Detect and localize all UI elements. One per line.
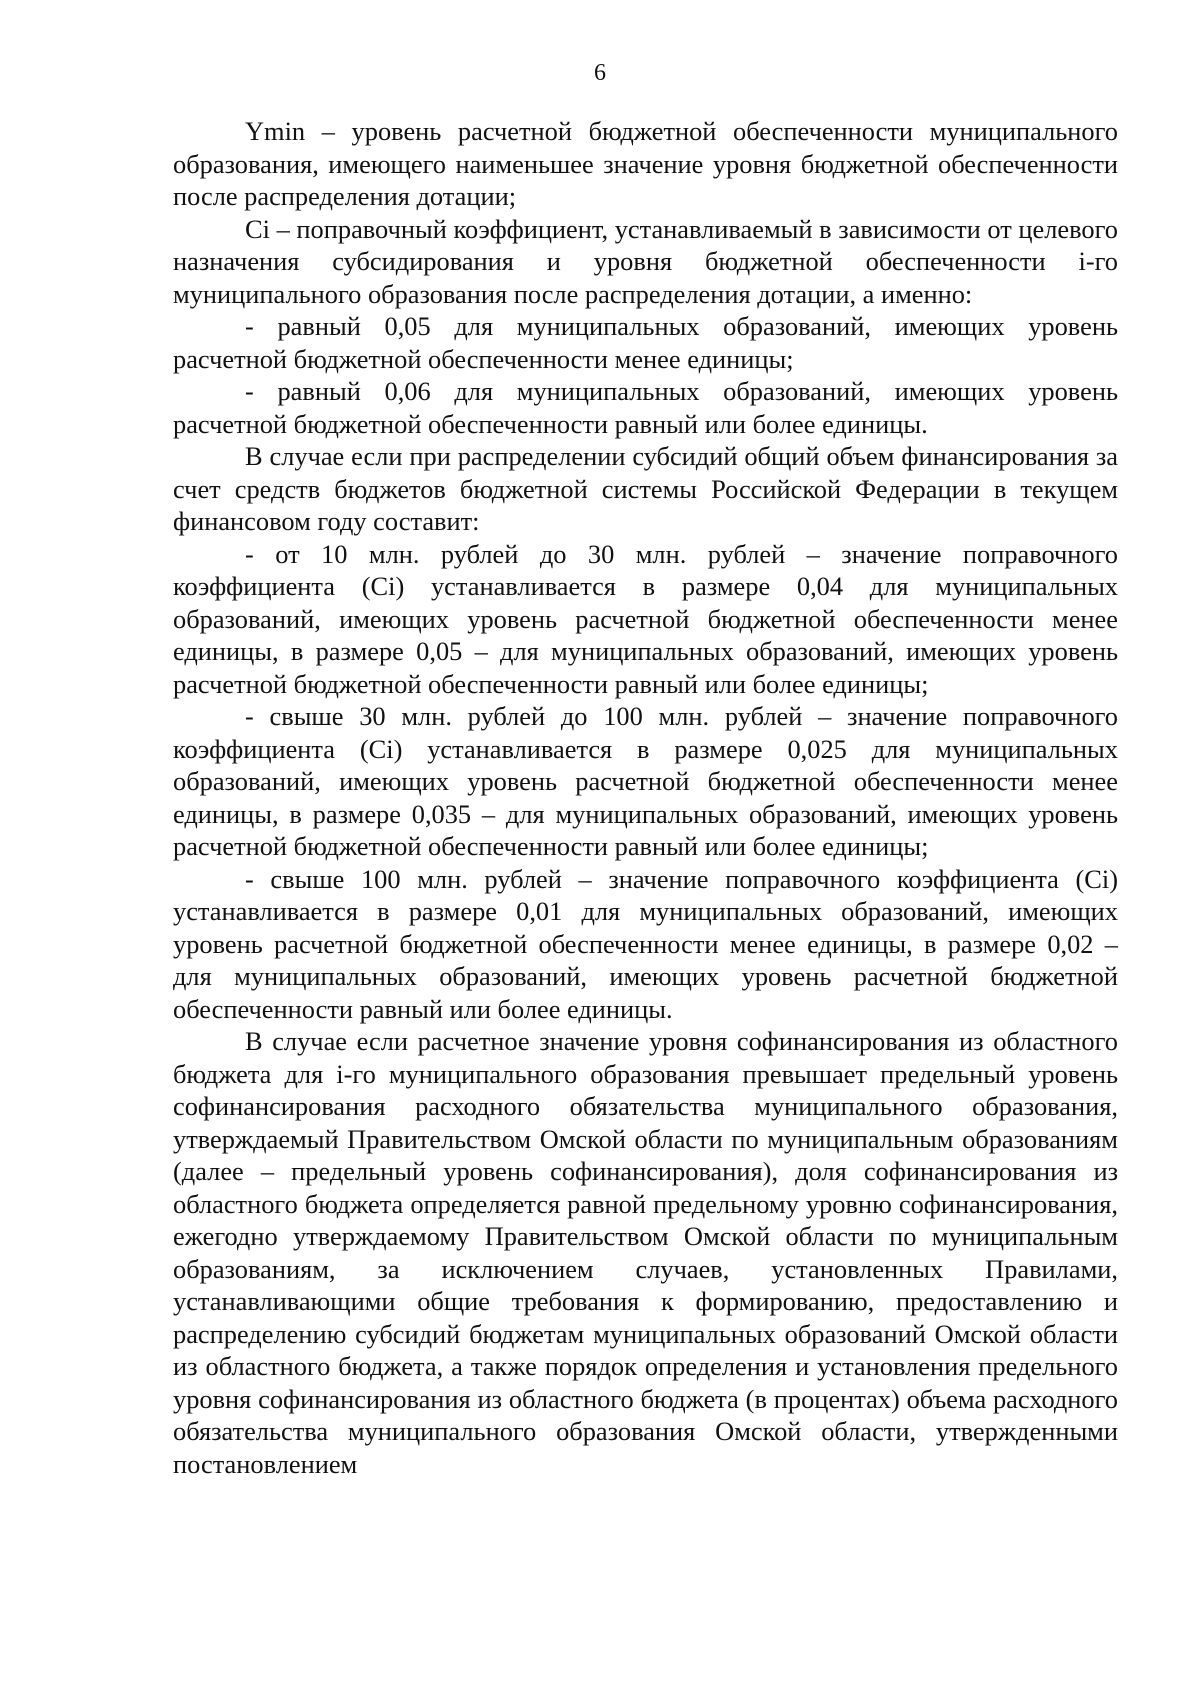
paragraph-range-over-100: - свыше 100 млн. рублей – значение поправочного коэффициента (Ci) устанавливается в размере 0,01 для муниципальных образований, имеющих уровень расчетной бюджетной обеспеченности менее единицы, в размере 0,02 – для муниципальных образований, имеющих уровень расчетной бюджетной обеспеченности равный или более единицы. (173, 863, 1118, 1024)
paragraph-cofinancing-limit: В случае если расчетное значение уровня софинансирования из областного бюджета для i-го муниципального образования превышает предельный уровень софинансирования расходного обязательства муниципального образования, утверждаемый Правительством Омской области по муниципальным образованиям (далее – предельный уровень софинансирования), доля софинансирования из областного бюджета определяется равной предельному уровню софинансирования, ежегодно утверждаемому Правительством Омской области по муниципальным образованиям, за исключением случаев, установленных Правилами, устанавливающими общие требования к формированию, предоставлению и распределению субсидий бюджетам муниципальных образований Омской области из областного бюджета, а также порядок определения и установления предельного уровня софинансирования из областного бюджета (в процентах) объема расходного обязательства муниципального образования Омской области, утвержденными постановлением (173, 1026, 1118, 1479)
paragraph-ci-one-or-more: - равный 0,06 для муниципальных образований, имеющих уровень расчетной бюджетной обеспеченности равный или более единицы. (173, 376, 1118, 439)
paragraph-ci-below-one: - равный 0,05 для муниципальных образований, имеющих уровень расчетной бюджетной обеспеченности менее единицы; (173, 311, 1118, 374)
document-body (173, 115, 1118, 1480)
page-number: 6 (594, 60, 606, 86)
paragraph-ymin-definition: Ymin – уровень расчетной бюджетной обеспеченности муниципального образования, имеющего наименьшее значение уровня бюджетной обеспеченности после распределения дотации; (173, 116, 1118, 211)
paragraph-ci-definition: Ci – поправочный коэффициент, устанавливаемый в зависимости от целевого назначения субсидирования и уровня бюджетной обеспеченности i-го муниципального образования после распределения дотации, а именно: (173, 213, 1118, 309)
paragraph-funding-case: В случае если при распределении субсидий общий объем финансирования за счет средств бюджетов бюджетной системы Российской Федерации в текущем финансовом году составит: (173, 441, 1118, 536)
paragraph-range-30-100: - свыше 30 млн. рублей до 100 млн. рублей – значение поправочного коэффициента (Ci) устанавливается в размере 0,025 для муниципальных образований, имеющих уровень расчетной бюджетной обеспеченности менее единицы, в размере 0,035 – для муниципальных образований, имеющих уровень расчетной бюджетной обеспеченности равный или более единицы; (173, 701, 1118, 861)
paragraph-range-10-30: - от 10 млн. рублей до 30 млн. рублей – значение поправочного коэффициента (Ci) устанавливается в размере 0,04 для муниципальных образований, имеющих уровень расчетной бюджетной обеспеченности менее единицы, в размере 0,05 – для муниципальных образований, имеющих уровень расчетной бюджетной обеспеченности равный или более единицы; (173, 538, 1118, 699)
